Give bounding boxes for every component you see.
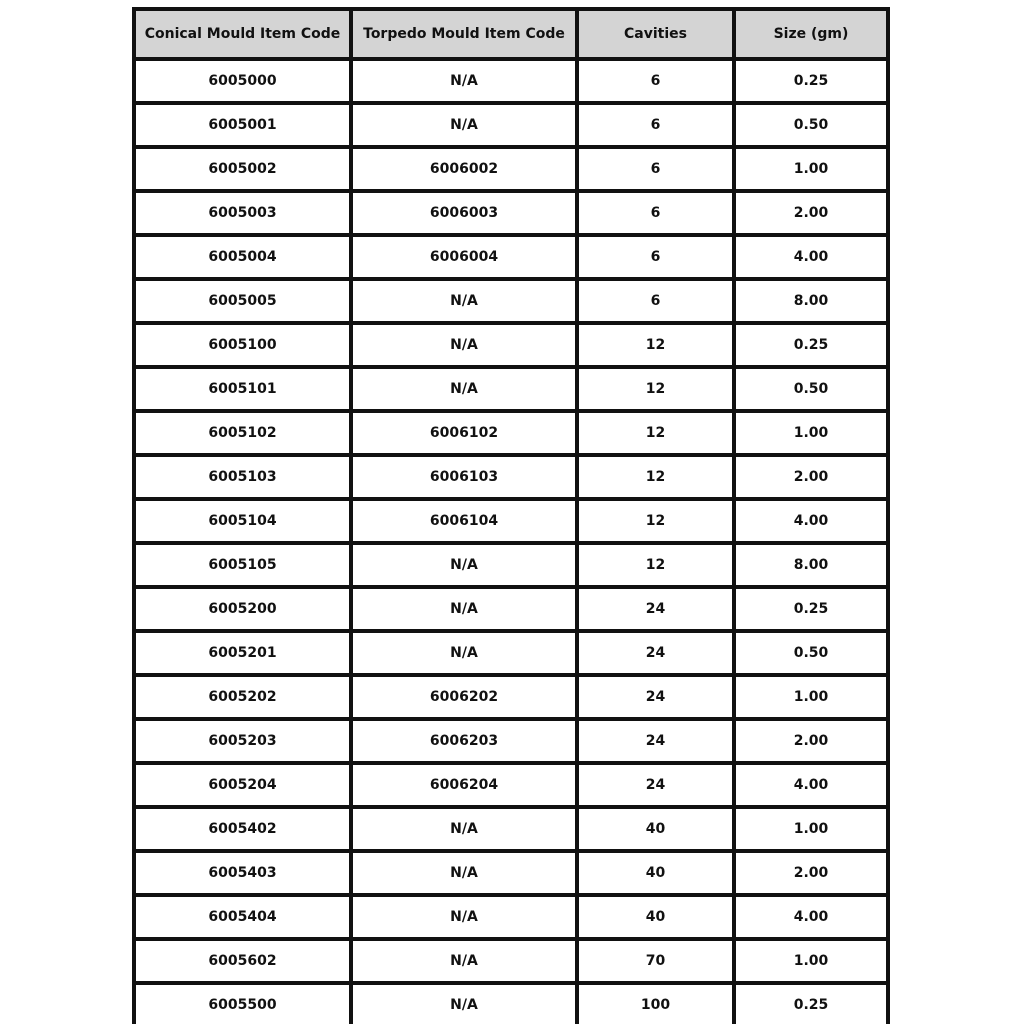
size-cell: 1.00 xyxy=(736,941,886,981)
size-cell: 1.00 xyxy=(736,149,886,189)
header-torpedo-mould-item-code: Torpedo Mould Item Code xyxy=(353,11,575,57)
table-row xyxy=(136,501,886,541)
table-row xyxy=(136,413,886,453)
table-row xyxy=(136,941,886,981)
cavities-cell: 6 xyxy=(579,281,732,321)
mould-item-table xyxy=(132,7,890,1024)
header-size-gm: Size (gm) xyxy=(736,11,886,57)
table-row xyxy=(136,633,886,673)
size-cell: 0.50 xyxy=(736,369,886,409)
mould-table-frame xyxy=(132,7,890,1024)
torpedo-code-cell: 6006202 xyxy=(353,677,575,717)
table-row xyxy=(136,61,886,101)
torpedo-code-cell: N/A xyxy=(353,985,575,1024)
cavities-cell: 24 xyxy=(579,589,732,629)
conical-code-cell: 6005005 xyxy=(136,281,349,321)
size-cell: 0.25 xyxy=(736,325,886,365)
size-cell: 4.00 xyxy=(736,765,886,805)
cavities-cell: 12 xyxy=(579,501,732,541)
torpedo-code-cell: N/A xyxy=(353,941,575,981)
cavities-cell: 24 xyxy=(579,633,732,673)
size-cell: 8.00 xyxy=(736,281,886,321)
cavities-cell: 100 xyxy=(579,985,732,1024)
table-row xyxy=(136,193,886,233)
cavities-cell: 6 xyxy=(579,149,732,189)
table-row xyxy=(136,281,886,321)
table-body xyxy=(136,61,886,1024)
cavities-cell: 6 xyxy=(579,105,732,145)
torpedo-code-cell: N/A xyxy=(353,325,575,365)
torpedo-code-cell: N/A xyxy=(353,369,575,409)
table-row xyxy=(136,721,886,761)
size-cell: 2.00 xyxy=(736,457,886,497)
conical-code-cell: 6005203 xyxy=(136,721,349,761)
cavities-cell: 12 xyxy=(579,325,732,365)
cavities-cell: 12 xyxy=(579,369,732,409)
header-conical-mould-item-code: Conical Mould Item Code xyxy=(136,11,349,57)
cavities-cell: 6 xyxy=(579,61,732,101)
table-row xyxy=(136,369,886,409)
torpedo-code-cell: N/A xyxy=(353,105,575,145)
torpedo-code-cell: 6006204 xyxy=(353,765,575,805)
conical-code-cell: 6005001 xyxy=(136,105,349,145)
table-row xyxy=(136,985,886,1024)
size-cell: 4.00 xyxy=(736,897,886,937)
table-row xyxy=(136,809,886,849)
torpedo-code-cell: 6006004 xyxy=(353,237,575,277)
conical-code-cell: 6005402 xyxy=(136,809,349,849)
table-row xyxy=(136,545,886,585)
conical-code-cell: 6005104 xyxy=(136,501,349,541)
torpedo-code-cell: N/A xyxy=(353,809,575,849)
cavities-cell: 24 xyxy=(579,765,732,805)
cavities-cell: 40 xyxy=(579,853,732,893)
conical-code-cell: 6005204 xyxy=(136,765,349,805)
conical-code-cell: 6005002 xyxy=(136,149,349,189)
table-row xyxy=(136,105,886,145)
torpedo-code-cell: N/A xyxy=(353,281,575,321)
cavities-cell: 24 xyxy=(579,677,732,717)
table-row xyxy=(136,237,886,277)
conical-code-cell: 6005102 xyxy=(136,413,349,453)
conical-code-cell: 6005500 xyxy=(136,985,349,1024)
size-cell: 8.00 xyxy=(736,545,886,585)
cavities-cell: 12 xyxy=(579,457,732,497)
torpedo-code-cell: N/A xyxy=(353,853,575,893)
size-cell: 4.00 xyxy=(736,501,886,541)
torpedo-code-cell: N/A xyxy=(353,589,575,629)
conical-code-cell: 6005602 xyxy=(136,941,349,981)
size-cell: 1.00 xyxy=(736,413,886,453)
cavities-cell: 40 xyxy=(579,809,732,849)
torpedo-code-cell: 6006203 xyxy=(353,721,575,761)
conical-code-cell: 6005003 xyxy=(136,193,349,233)
cavities-cell: 70 xyxy=(579,941,732,981)
conical-code-cell: 6005105 xyxy=(136,545,349,585)
torpedo-code-cell: 6006104 xyxy=(353,501,575,541)
table-row xyxy=(136,765,886,805)
conical-code-cell: 6005101 xyxy=(136,369,349,409)
torpedo-code-cell: 6006103 xyxy=(353,457,575,497)
table-row xyxy=(136,325,886,365)
table-row xyxy=(136,149,886,189)
size-cell: 0.25 xyxy=(736,985,886,1024)
torpedo-code-cell: 6006102 xyxy=(353,413,575,453)
conical-code-cell: 6005403 xyxy=(136,853,349,893)
size-cell: 2.00 xyxy=(736,193,886,233)
cavities-cell: 6 xyxy=(579,193,732,233)
conical-code-cell: 6005201 xyxy=(136,633,349,673)
size-cell: 0.50 xyxy=(736,633,886,673)
size-cell: 2.00 xyxy=(736,853,886,893)
conical-code-cell: 6005202 xyxy=(136,677,349,717)
conical-code-cell: 6005404 xyxy=(136,897,349,937)
cavities-cell: 12 xyxy=(579,413,732,453)
table-row xyxy=(136,677,886,717)
size-cell: 0.25 xyxy=(736,61,886,101)
torpedo-code-cell: N/A xyxy=(353,545,575,585)
size-cell: 2.00 xyxy=(736,721,886,761)
size-cell: 0.50 xyxy=(736,105,886,145)
conical-code-cell: 6005100 xyxy=(136,325,349,365)
header-cavities: Cavities xyxy=(579,11,732,57)
size-cell: 4.00 xyxy=(736,237,886,277)
table-row xyxy=(136,853,886,893)
table-row xyxy=(136,589,886,629)
cavities-cell: 12 xyxy=(579,545,732,585)
cavities-cell: 24 xyxy=(579,721,732,761)
table-header-row xyxy=(136,11,886,57)
conical-code-cell: 6005200 xyxy=(136,589,349,629)
cavities-cell: 40 xyxy=(579,897,732,937)
cavities-cell: 6 xyxy=(579,237,732,277)
conical-code-cell: 6005004 xyxy=(136,237,349,277)
torpedo-code-cell: N/A xyxy=(353,61,575,101)
torpedo-code-cell: 6006002 xyxy=(353,149,575,189)
size-cell: 1.00 xyxy=(736,809,886,849)
torpedo-code-cell: 6006003 xyxy=(353,193,575,233)
size-cell: 1.00 xyxy=(736,677,886,717)
torpedo-code-cell: N/A xyxy=(353,897,575,937)
size-cell: 0.25 xyxy=(736,589,886,629)
table-row xyxy=(136,457,886,497)
torpedo-code-cell: N/A xyxy=(353,633,575,673)
conical-code-cell: 6005103 xyxy=(136,457,349,497)
table-row xyxy=(136,897,886,937)
conical-code-cell: 6005000 xyxy=(136,61,349,101)
